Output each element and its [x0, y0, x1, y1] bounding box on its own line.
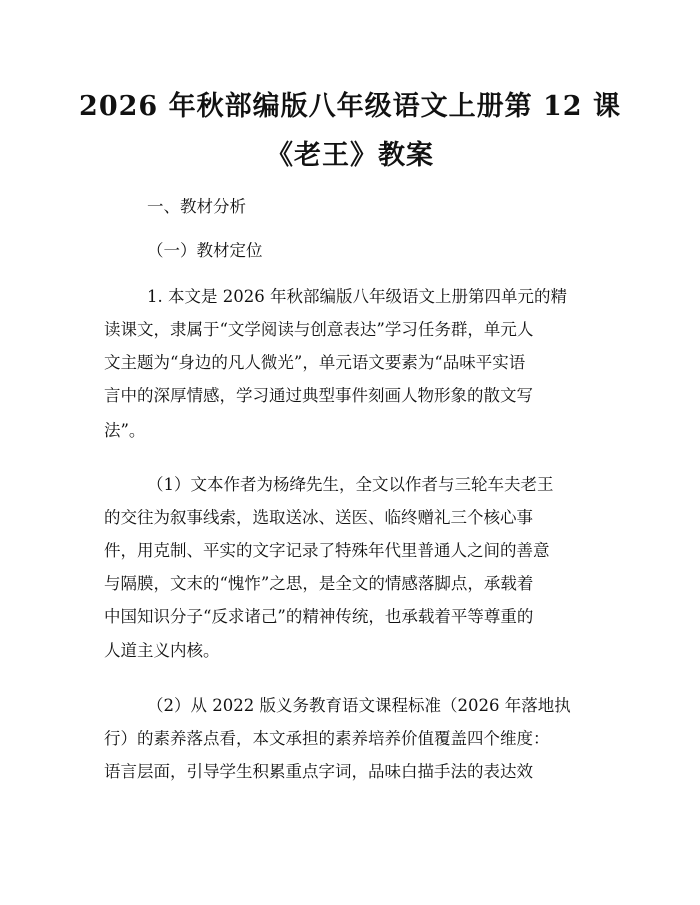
paragraph-2-line: 件，用克制、平实的文字记录了特殊年代里普通人之间的善意 — [104, 541, 550, 560]
paragraph-2-line: 与隔膜，文末的“愧怍”之思，是全文的情感落脚点，承载着 — [104, 574, 534, 593]
paragraph-1-line: 法”。 — [104, 421, 146, 440]
paragraph-3-line: 行）的素养落点看，本文承担的素养培养价值覆盖四个维度： — [104, 729, 550, 748]
paragraph-2-line: 的交往为叙事线索，选取送冰、送医、临终赠礼三个核心事 — [104, 508, 533, 527]
paragraph-3-line: 语言层面，引导学生积累重点字词，品味白描手法的表达效 — [104, 762, 533, 781]
paragraph-2-line: 中国知识分子“反求诸己”的精神传统，也承载着平等尊重的 — [104, 607, 534, 626]
paragraph-1-line: 文主题为“身边的凡人微光”，单元语文要素为“品味平实语 — [104, 353, 526, 372]
paragraph-2-line: （1）文本作者为杨绛先生，全文以作者与三轮车夫老王 — [147, 475, 554, 494]
section-heading: 一、教材分析 — [147, 197, 246, 216]
paragraph-1-line: 1. 本文是 2026 年秋部编版八年级语文上册第四单元的精 — [147, 287, 567, 306]
paragraph-1-line: 言中的深厚情感，学习通过典型事件刻画人物形象的散文写 — [104, 386, 533, 405]
document-title-line-2: 《老王》教案 — [266, 140, 434, 171]
paragraph-3-line: （2）从 2022 版义务教育语文课程标准（2026 年落地执 — [147, 696, 571, 715]
paragraph-1-line: 读课文，隶属于“文学阅读与创意表达”学习任务群，单元人 — [104, 320, 534, 339]
document-title-line-1: 2026 年秋部编版八年级语文上册第 12 课 — [79, 91, 621, 122]
subsection-heading: （一）教材定位 — [147, 241, 263, 260]
paragraph-2-line: 人道主义内核。 — [104, 641, 220, 660]
